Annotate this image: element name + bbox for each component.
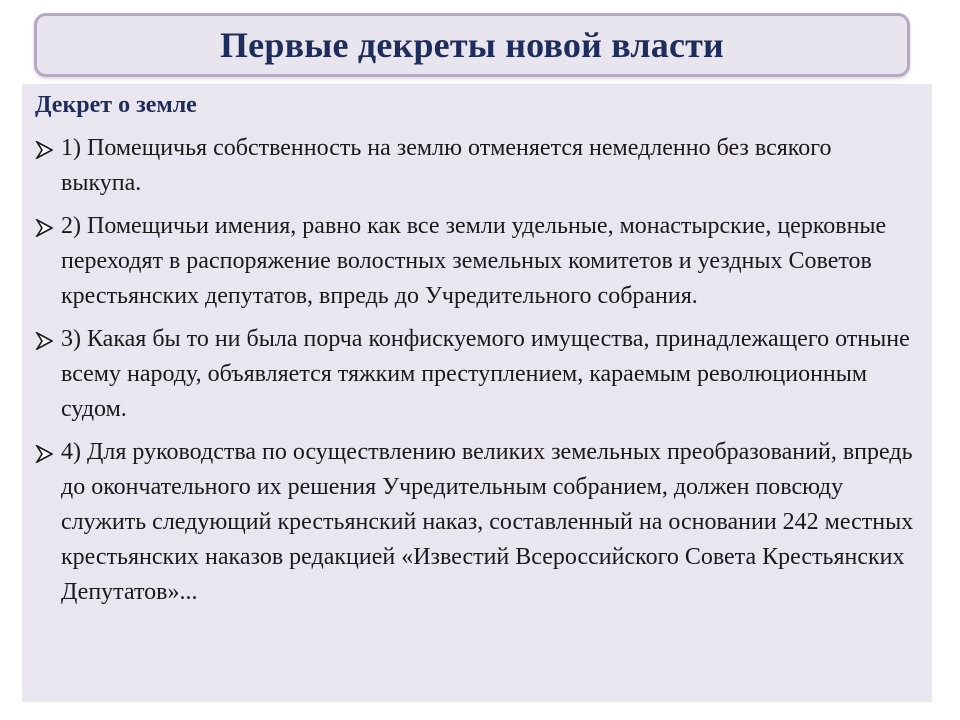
bullet-list <box>35 131 915 618</box>
list-item <box>35 209 915 314</box>
section-heading: Декрет о земле <box>35 92 197 118</box>
arrow-bullet-icon <box>35 445 53 463</box>
list-item <box>35 435 915 610</box>
list-item-text: 3) Какая бы то ни была порча конфискуемого имущества, принадлежащего отныне всему народу, объявляется тяжким преступлением, караемым революционным судом. <box>61 326 910 422</box>
arrow-bullet-icon <box>35 332 53 350</box>
slide-title: Первые декреты новой власти <box>219 25 724 65</box>
list-item-text: 4) Для руководства по осуществлению великих земельных преобразований, впредь до окончательного их решения Учредительным собранием, должен повсюду служить следующий крестьянский наказ, составленный на основании 242 местных крестьянских наказов редакцией «Известий Всероссийского Совета Крестьянских Депутатов»... <box>61 439 914 605</box>
list-item-text: 1) Помещичья собственность на землю отменяется немедленно без всякого выкупа. <box>61 135 832 196</box>
arrow-bullet-icon <box>35 141 53 159</box>
list-item <box>35 131 915 201</box>
list-item-text: 2) Помещичьи имения, равно как все земли удельные, монастырские, церковные переходят в распоряжение волостных земельных комитетов и уездных Советов крестьянских депутатов, впредь до Учредительного собрания. <box>61 213 887 309</box>
arrow-bullet-icon <box>35 219 53 237</box>
list-item <box>35 322 915 427</box>
title-box <box>34 13 910 77</box>
